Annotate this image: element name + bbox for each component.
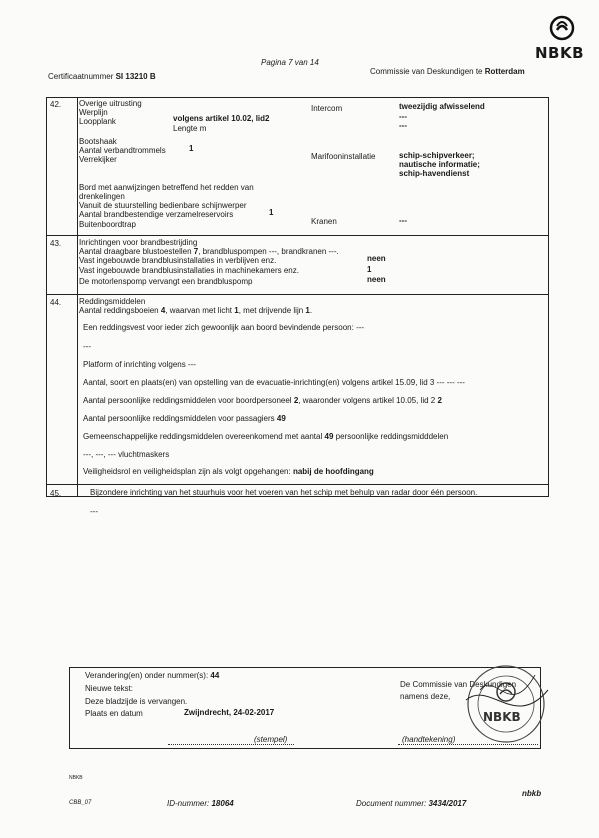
boordpersoneel-line: Aantal persoonlijke reddingsmiddelen voor boordpersoneel 2, waaronder volgens artikel 10.05, lid 2 2 bbox=[83, 396, 442, 405]
section-43-title: Inrichtingen voor brandbestrijding bbox=[79, 238, 198, 247]
document-number: Document nummer: 3434/2017 bbox=[356, 799, 467, 808]
seal-icon bbox=[460, 660, 552, 748]
vervangen-label: Deze bladzijde is vervangen. bbox=[85, 697, 188, 706]
verbandtrommels-value: 1 bbox=[189, 144, 194, 153]
marifoon-value-2: nautische informatie; bbox=[399, 160, 480, 169]
stempel-line bbox=[168, 744, 294, 746]
section-44-title: Reddingsmiddelen bbox=[79, 297, 146, 306]
section-42-number: 42. bbox=[50, 100, 62, 109]
reddingsvest-dash: --- bbox=[83, 342, 91, 351]
nbkb-small-label: NBKB bbox=[69, 775, 83, 781]
plaats-label: Plaats en datum bbox=[85, 709, 143, 718]
platform-line: Platform of inrichting volgens --- bbox=[83, 360, 196, 369]
intercom-dash-1: --- bbox=[399, 112, 407, 121]
schijnwerper-label: Vanuit de stuurstelling bedienbare schijnwerper bbox=[79, 201, 247, 210]
machinekamers-value: 1 bbox=[367, 265, 372, 274]
machinekamers-label: Vast ingebouwde brandblusinstallaties in machinekamers enz. bbox=[79, 266, 299, 275]
kranen-label: Kranen bbox=[311, 217, 337, 226]
verblijven-value: neen bbox=[367, 254, 386, 263]
vluchtmaskers-line: ---, ---, --- vluchtmaskers bbox=[83, 450, 170, 459]
intercom-dash-2: --- bbox=[399, 121, 407, 130]
cert-number: Certificaatnummer SI 13210 B bbox=[48, 72, 156, 81]
id-number: ID-nummer: 18064 bbox=[167, 799, 234, 808]
commission-name: Commissie van Deskundigen te Rotterdam bbox=[370, 67, 525, 76]
nbkb-logo bbox=[548, 14, 576, 44]
evacuatie-line: Aantal, soort en plaats(en) van opstelling van de evacuatie-inrichting(en) volgens artikel 15.09, lid 3 --- --- --- bbox=[83, 378, 465, 387]
bord-label-2: drenkelingen bbox=[79, 192, 125, 201]
nbkb-right-label: nbkb bbox=[522, 789, 542, 798]
logo-text: NBKB bbox=[535, 44, 585, 62]
marifoon-value-1: schip-schipverkeer; bbox=[399, 151, 475, 160]
reddingsvest-line: Een reddingsvest voor ieder zich gewoonlijk aan boord bevindende persoon: --- bbox=[83, 323, 365, 332]
verblijven-label: Vast ingebouwde brandblusinstallaties in verblijven enz. bbox=[79, 256, 277, 265]
intercom-value: tweezijdig afwisselend bbox=[399, 102, 485, 111]
verzamelreservoirs-label: Aantal brandbestendige verzamelreservoirs bbox=[79, 210, 234, 219]
section-45-number: 45. bbox=[50, 489, 62, 498]
section-45-value: --- bbox=[90, 507, 98, 516]
seal-text: NBKB bbox=[483, 710, 521, 724]
verbandtrommels-label: Aantal verbandtrommels bbox=[79, 146, 166, 155]
verrekijker-label: Verrekijker bbox=[79, 155, 117, 164]
nbkb-logo-icon bbox=[548, 14, 576, 42]
nieuwe-tekst-label: Nieuwe tekst: bbox=[85, 684, 134, 693]
kranen-value: --- bbox=[399, 216, 407, 225]
lengte-label: Lengte m bbox=[173, 124, 207, 133]
bootshaak-label: Bootshaak bbox=[79, 137, 117, 146]
plaats-value: Zwijndrecht, 24-02-2017 bbox=[184, 708, 275, 717]
divider-44-45 bbox=[46, 484, 548, 485]
verandering-line: Verandering(en) onder nummer(s): 44 bbox=[85, 671, 220, 680]
marifoon-value-3: schip-havendienst bbox=[399, 169, 470, 178]
intercom-label: Intercom bbox=[311, 104, 343, 113]
gemeenschappelijke-line: Gemeenschappelijke reddingsmiddelen overeenkomend met aantal 49 persoonlijke reddingsmidddelen bbox=[83, 432, 449, 441]
section-42-title: Overige uitrusting bbox=[79, 99, 142, 108]
divider-43-44 bbox=[46, 294, 548, 295]
bord-label-1: Bord met aanwijzingen betreffend het redden van bbox=[79, 183, 254, 192]
blustoestellen-line: Aantal draagbare blustoestellen 7, brandbluspompen ---, brandkranen ---. bbox=[79, 247, 339, 256]
marifoon-label: Marifooninstallatie bbox=[311, 152, 376, 161]
verzamelreservoirs-value: 1 bbox=[269, 208, 274, 217]
commissie-label: De Commissie van Deskundigen bbox=[400, 680, 517, 689]
section-44-number: 44. bbox=[50, 298, 62, 307]
motorlenspomp-value: neen bbox=[367, 275, 386, 284]
loopplank-value: volgens artikel 10.02, lid2 bbox=[173, 114, 270, 123]
veiligheidsrol-line: Veiligheidsrol en veiligheidsplan zijn als volgt opgehangen: nabij de hoofdingang bbox=[83, 467, 374, 476]
buitenboordtrap-label: Buitenboordtrap bbox=[79, 220, 136, 229]
cbb-code: CBB_07 bbox=[69, 800, 92, 806]
reddingsboeien-line: Aantal reddingsboeien 4, waarvan met licht 1, met drijvende lijn 1. bbox=[79, 306, 313, 315]
namens-deze-label: namens deze, bbox=[400, 692, 451, 701]
werplijn-label: Werplijn bbox=[79, 108, 108, 117]
section-43-number: 43. bbox=[50, 239, 62, 248]
stempel-label: (stempel) bbox=[254, 735, 288, 744]
number-column-divider bbox=[77, 97, 78, 496]
motorlenspomp-label: De motorlenspomp vervangt een brandbluspomp bbox=[79, 277, 253, 286]
loopplank-label: Loopplank bbox=[79, 117, 116, 126]
nbkb-seal bbox=[460, 660, 552, 748]
page-number: Pagina 7 van 14 bbox=[261, 58, 319, 67]
handtekening-label: (handtekening) bbox=[402, 735, 456, 744]
divider-42-43 bbox=[46, 235, 548, 236]
section-45-text: Bijzondere inrichting van het stuurhuis voor het voeren van het schip met behulp van radar door één persoon. bbox=[90, 488, 478, 497]
passagiers-line: Aantal persoonlijke reddingsmiddelen voor passagiers 49 bbox=[83, 414, 286, 423]
